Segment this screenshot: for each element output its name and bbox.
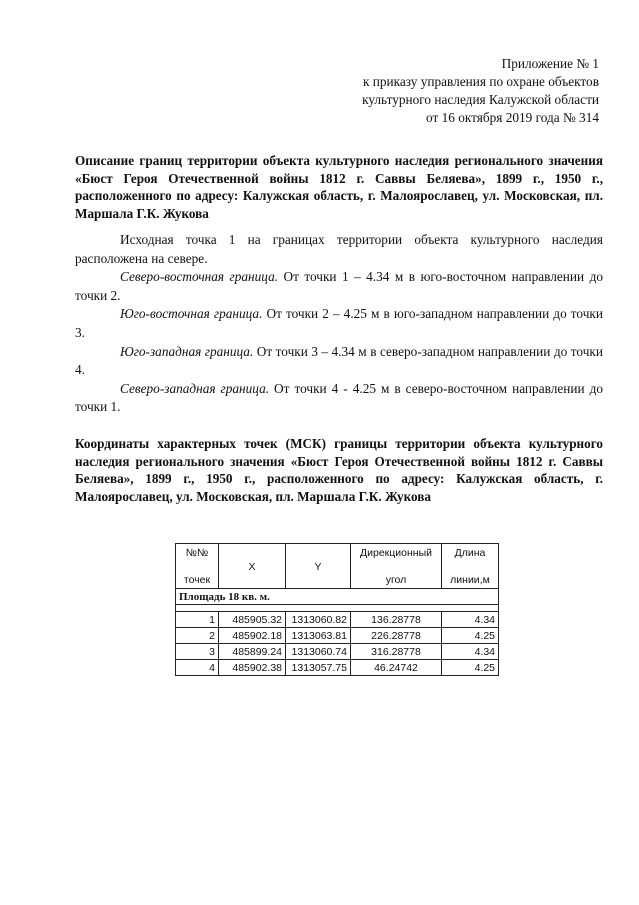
spacer-cell (176, 605, 499, 612)
area-value: Площадь 18 кв. м. (176, 589, 499, 605)
ne-boundary-label: Северо-восточная граница. (120, 269, 279, 285)
appendix-header (239, 55, 599, 127)
x-coordinate-cell: 485905.32 (219, 612, 286, 628)
header-x (219, 544, 286, 589)
boundary-description (75, 231, 603, 417)
appendix-date: от 16 октября 2019 года № 314 (425, 110, 599, 125)
coordinates-table (175, 543, 499, 676)
x-coordinate-cell: 485902.38 (219, 660, 286, 676)
point-number-cell: 3 (176, 644, 219, 660)
header-length-bottom: линии,м (450, 574, 490, 586)
y-coordinate-cell: 1313060.82 (286, 612, 351, 628)
header-point-number-bottom: точек (183, 574, 211, 586)
header-point-number-top: №№ (185, 547, 209, 559)
area-row (176, 589, 499, 605)
se-boundary (75, 305, 603, 342)
y-coordinate-cell: 1313060.74 (286, 644, 351, 660)
header-length-top: Длина (454, 547, 486, 559)
header-y (286, 544, 351, 589)
direction-angle-cell: 46.24742 (351, 660, 442, 676)
ne-boundary (75, 268, 603, 305)
direction-angle-cell: 226.28778 (351, 628, 442, 644)
header-direction-top: Дирекционный (360, 547, 432, 559)
nw-boundary (75, 380, 603, 417)
table-row (176, 628, 499, 644)
x-coordinate-cell: 485899.24 (219, 644, 286, 660)
line-length-cell: 4.34 (442, 644, 499, 660)
header-x-label: X (248, 561, 256, 573)
coordinates-title: Координаты характерных точек (МСК) границы территории объекта культурного наследия регионального значения «Бюст Героя Отечественной войны 1812 г. Саввы Беляева», 1899 г., 1950 г., расположенного по адресу: Калужская область, г. Малоярославец, ул. Московская, пл. Маршала Г.К. Жукова (75, 436, 603, 504)
table-row (176, 660, 499, 676)
appendix-order: к приказу управления по охране объектов (362, 74, 599, 89)
header-direction-bottom: угол (385, 574, 407, 586)
line-length-cell: 4.34 (442, 612, 499, 628)
table-header-row (176, 544, 499, 589)
se-boundary-text: От точки 2 – 4.25 м в юго-западном направлении до точки 3. (75, 306, 603, 340)
point-number-cell: 2 (176, 628, 219, 644)
point-number-cell: 1 (176, 612, 219, 628)
table-row (176, 612, 499, 628)
spacer-row (176, 605, 499, 612)
line-length-cell: 4.25 (442, 660, 499, 676)
direction-angle-cell: 136.28778 (351, 612, 442, 628)
nw-boundary-label: Северо-западная граница. (120, 380, 270, 396)
ne-boundary-text: От точки 1 – 4.34 м в юго-восточном направлении до точки 2. (75, 269, 603, 303)
nw-boundary-text: От точки 4 - 4.25 м в северо-восточном направлении до точки 1. (75, 380, 603, 415)
header-direction-angle (351, 544, 442, 589)
sw-boundary-text: От точки 3 – 4.34 м в северо-западном направлении до точки 4. (75, 343, 603, 378)
header-y-label: Y (314, 561, 322, 573)
sw-boundary (75, 343, 603, 380)
table-row (176, 644, 499, 660)
y-coordinate-cell: 1313063.81 (286, 628, 351, 644)
se-boundary-label: Юго-восточная граница. (120, 306, 263, 322)
coordinates-rows (176, 612, 499, 676)
direction-angle-cell: 316.28778 (351, 644, 442, 660)
sw-boundary-label: Юго-западная граница. (120, 343, 254, 359)
point-number-cell: 4 (176, 660, 219, 676)
x-coordinate-cell: 485902.18 (219, 628, 286, 644)
header-point-number (176, 544, 219, 589)
header-line-length (442, 544, 499, 589)
line-length-cell: 4.25 (442, 628, 499, 644)
start-point-text: Исходная точка 1 на границах территории объекта культурного наследия расположена на севере. (75, 232, 603, 266)
y-coordinate-cell: 1313057.75 (286, 660, 351, 676)
appendix-authority: культурного наследия Калужской области (362, 92, 599, 107)
description-title: Описание границ территории объекта культурного наследия регионального значения «Бюст Героя Отечественной войны 1812 г. Саввы Беляева», 1899 г., 1950 г., расположенного по адресу: Калужская область, г. Малоярославец, ул. Московская, пл. Маршала Г.К. Жукова (75, 153, 603, 221)
appendix-number: Приложение № 1 (501, 56, 599, 71)
